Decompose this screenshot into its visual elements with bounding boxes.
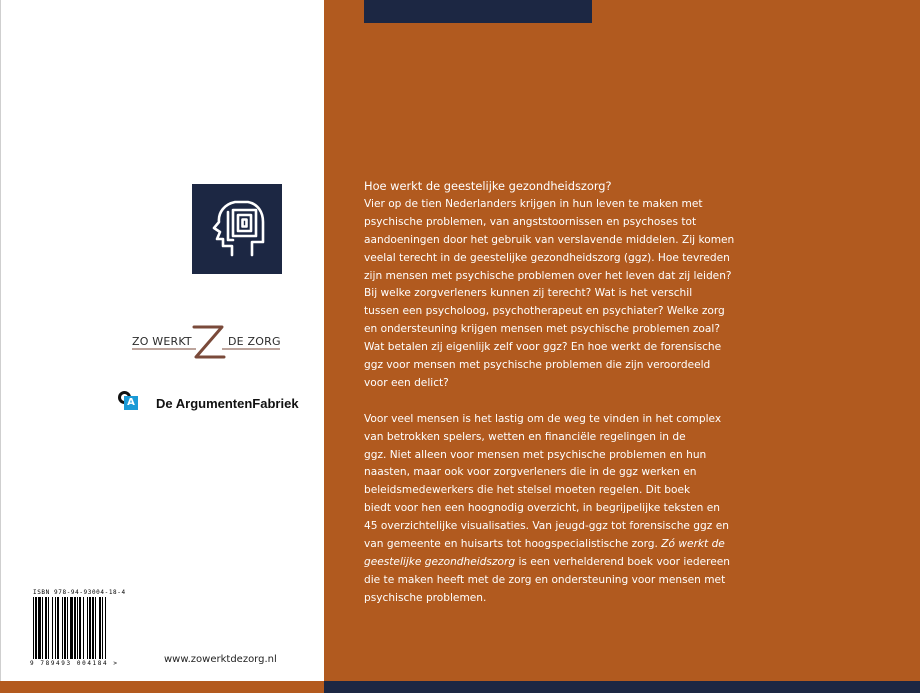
publisher-logo-letter: A	[124, 396, 138, 410]
blurb-line: Vier op de tien Nederlanders krijgen in hun leven te maken met	[364, 197, 703, 210]
barcode-digits: 9 789493 004184 >	[30, 660, 119, 667]
blurb-line: 45 overzichtelijke visualisaties. Van jeugd-ggz tot forensische ggz en	[364, 520, 729, 533]
series-name-left: ZO WERKT	[132, 335, 192, 348]
blurb-line: aandoeningen door het gebruik van verslavende middelen. Zij komen	[364, 233, 735, 246]
head-maze-icon	[192, 184, 282, 274]
blurb-line: en ondersteuning krijgen mensen met psychische problemen zoal?	[364, 323, 720, 336]
cover-edge	[0, 0, 1, 693]
book-title-italic: geestelijke gezondheidszorg	[364, 556, 516, 569]
bottom-orange-strip	[0, 681, 324, 693]
blurb-line: beleidsmedewerkers die het stelsel moeten regelen. Dit boek	[364, 484, 691, 497]
blurb-line: zijn mensen met psychische problemen over het leven dat zij leiden?	[364, 269, 732, 282]
blurb-line: die te maken heeft met de zorg en ondersteuning voor mensen met	[364, 573, 726, 586]
top-navy-band	[364, 0, 592, 23]
website-url[interactable]: www.zowerktdezorg.nl	[164, 654, 277, 665]
blurb-paragraph-2	[364, 411, 729, 608]
blurb-line: Voor veel mensen is het lastig om de weg te vinden in het complex	[364, 412, 722, 425]
isbn-text: ISBN 978-94-93004-18-4	[33, 589, 126, 596]
series-logo	[130, 322, 282, 362]
blurb-line-text: is een verhelderend boek voor iedereen	[515, 556, 730, 569]
publisher-logo	[118, 391, 299, 415]
barcode-icon	[33, 597, 131, 659]
blurb-line: voor een delict?	[364, 376, 449, 389]
blurb-line: ggz voor mensen met psychische problemen die zijn veroordeeld	[364, 359, 711, 372]
blurb-line: van betrokken spelers, wetten en financiële regelingen in de	[364, 430, 686, 443]
blurb-line: psychische problemen, van angststoornissen en psychoses tot	[364, 215, 697, 228]
blurb-line: biedt voor hen een hoognodig overzicht, in begrijpelijke teksten en	[364, 502, 720, 515]
back-cover-blurb	[364, 178, 735, 608]
blurb-line: veelal terecht in de geestelijke gezondheidszorg (ggz). Hoe tevreden	[364, 251, 730, 264]
blurb-line: ggz. Niet alleen voor mensen met psychische problemen en hun	[364, 448, 707, 461]
blurb-line	[364, 554, 729, 572]
blurb-paragraph-1	[364, 196, 735, 393]
blurb-line: psychische problemen.	[364, 591, 487, 604]
blurb-line	[364, 536, 729, 554]
series-name-right: DE ZORG	[228, 335, 281, 348]
bottom-navy-band	[324, 681, 920, 693]
book-title-italic: Zó werkt de	[661, 538, 725, 551]
blurb-line: naasten, maar ook voor zorgverleners die in de ggz werken en	[364, 466, 697, 479]
publisher-name: De ArgumentenFabriek	[156, 396, 299, 411]
blurb-line-text: van gemeente en huisarts tot hoogspecialistische zorg.	[364, 538, 658, 551]
blurb-heading: Hoe werkt de geestelijke gezondheidszorg?	[364, 179, 612, 193]
blurb-line: tussen een psycholoog, psychotherapeut en psychiater? Welke zorg	[364, 305, 725, 318]
blurb-line: Bij welke zorgverleners kunnen zij terecht? Wat is het verschil	[364, 287, 693, 300]
blurb-line: Wat betalen zij eigenlijk zelf voor ggz? En hoe werkt de forensische	[364, 341, 722, 354]
